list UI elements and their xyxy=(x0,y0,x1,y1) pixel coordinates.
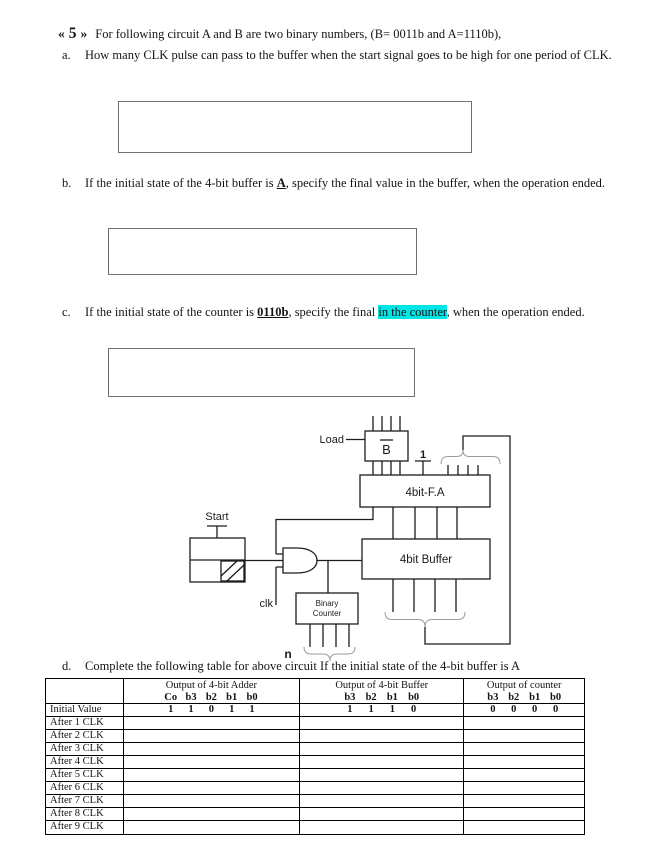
bit-header: Co xyxy=(164,692,178,703)
cell-buffer[interactable] xyxy=(300,795,464,807)
load-label: Load xyxy=(319,434,344,446)
cell-buffer[interactable] xyxy=(300,756,464,768)
adder-label: 4bit-F.A xyxy=(405,487,445,499)
row-label: After 3 CLK xyxy=(46,743,124,755)
b-to-adder-lines xyxy=(373,461,400,475)
buffer-bit-headers xyxy=(339,692,424,704)
header-counter-column xyxy=(464,679,584,703)
and-gate-output-wire xyxy=(317,561,362,594)
item-a-marker: a. xyxy=(62,48,71,62)
cell-buffer[interactable] xyxy=(300,782,464,794)
table-body xyxy=(46,704,584,834)
answer-box-a[interactable] xyxy=(118,101,472,153)
bit-value: 1 xyxy=(188,704,194,715)
row-label: After 9 CLK xyxy=(46,821,124,834)
bit-value: 0 xyxy=(490,704,496,715)
clk-label: clk xyxy=(259,598,273,610)
row-label: After 5 CLK xyxy=(46,769,124,781)
bit-value: 0 xyxy=(552,704,559,715)
and-gate-input-stubs xyxy=(245,554,283,567)
table-row xyxy=(46,769,584,782)
cell-buffer[interactable] xyxy=(300,717,464,729)
row-label: After 1 CLK xyxy=(46,717,124,729)
bit-value: 1 xyxy=(168,704,174,715)
b-register-label: B xyxy=(382,442,391,457)
bit-value: 0 xyxy=(532,704,538,715)
circuit-diagram xyxy=(180,400,525,662)
cell-buffer[interactable] xyxy=(300,769,464,781)
table-row xyxy=(46,782,584,795)
flipflop-hatched-cell xyxy=(221,561,244,581)
cell-counter[interactable] xyxy=(464,717,584,729)
n-label: n xyxy=(284,647,292,661)
question-intro: For following circuit A and B are two binary numbers, (B= 0011b and A=1110b), xyxy=(95,27,502,41)
bit-header: b1 xyxy=(529,692,541,703)
item-c-highlight: in the counter xyxy=(378,305,447,319)
counter-bit-headers xyxy=(482,692,566,704)
and-gate xyxy=(283,548,317,573)
answer-box-c[interactable] xyxy=(108,348,415,397)
row-label: After 8 CLK xyxy=(46,808,124,820)
cell-counter[interactable] xyxy=(464,769,584,781)
bit-header: b0 xyxy=(550,692,562,703)
cell-buffer[interactable] xyxy=(300,743,464,755)
row-label: After 4 CLK xyxy=(46,756,124,768)
bit-header: b2 xyxy=(508,692,520,703)
counter-label-line1: Binary xyxy=(315,599,339,608)
cell-counter[interactable] xyxy=(464,756,584,768)
row-label: After 6 CLK xyxy=(46,782,124,794)
buffer-output-lines xyxy=(393,579,456,612)
open-guillemet: « xyxy=(58,26,65,41)
cell-buffer[interactable] xyxy=(300,730,464,742)
carry-out-wire xyxy=(276,507,373,554)
bit-value: 1 xyxy=(229,704,235,715)
table-row xyxy=(46,821,584,834)
bit-header: b1 xyxy=(226,692,238,703)
row-label: Initial Value xyxy=(46,704,124,716)
cell-counter[interactable] xyxy=(464,743,584,755)
item-c-text xyxy=(85,304,634,321)
question-heading xyxy=(58,25,501,43)
cell-adder[interactable] xyxy=(124,808,300,820)
carry-in-label: 1 xyxy=(419,449,427,461)
row-label: After 2 CLK xyxy=(46,730,124,742)
bit-header: b3 xyxy=(185,692,197,703)
cell-counter[interactable] xyxy=(464,704,584,716)
cell-adder[interactable] xyxy=(124,795,300,807)
bit-value: 0 xyxy=(410,704,417,715)
bit-header: b0 xyxy=(408,692,420,703)
cell-adder[interactable] xyxy=(124,704,300,716)
counter-output-lines xyxy=(310,624,349,647)
cell-counter[interactable] xyxy=(464,730,584,742)
item-c-pre: If the initial state of the counter is xyxy=(85,305,258,319)
header-buffer-column xyxy=(300,679,464,703)
header-adder-column xyxy=(124,679,300,703)
feedback-to-adder-lines xyxy=(448,465,478,475)
cell-counter[interactable] xyxy=(464,795,584,807)
table-row xyxy=(46,808,584,821)
bit-value: 1 xyxy=(249,704,255,715)
item-c-marker: c. xyxy=(62,305,71,319)
item-b-emphasis: A xyxy=(276,176,286,190)
item-b-pre: If the initial state of the 4-bit buffer is xyxy=(85,176,277,190)
bit-value: 0 xyxy=(208,704,214,715)
question-number: 5 xyxy=(68,25,77,42)
table-header-row xyxy=(46,679,584,704)
table-row xyxy=(46,730,584,743)
bit-value: 1 xyxy=(347,704,353,715)
bit-header: b2 xyxy=(205,692,217,703)
item-c-post: , when the operation ended. xyxy=(446,305,585,319)
start-input-wire xyxy=(207,526,227,538)
cell-counter[interactable] xyxy=(464,808,584,820)
cell-buffer[interactable] xyxy=(300,808,464,820)
table-row xyxy=(46,795,584,808)
cell-adder[interactable] xyxy=(124,756,300,768)
buffer-label: 4bit Buffer xyxy=(399,554,453,566)
item-d xyxy=(62,658,642,675)
bit-value: 0 xyxy=(511,704,517,715)
bit-value: 1 xyxy=(389,704,395,715)
item-c-mid: , specify the final xyxy=(288,305,379,319)
carry-in-wire xyxy=(415,461,431,475)
cell-counter[interactable] xyxy=(464,821,584,834)
item-b-marker: b. xyxy=(62,176,72,190)
cell-adder[interactable] xyxy=(124,730,300,742)
cell-adder[interactable] xyxy=(124,743,300,755)
buffer-column-title: Output of 4-bit Buffer xyxy=(335,680,429,691)
item-b-text xyxy=(85,175,634,192)
item-c xyxy=(62,304,634,321)
b-register-input-lines xyxy=(373,416,400,431)
adder-feedback-brace xyxy=(441,450,500,464)
header-corner-cell xyxy=(46,679,124,703)
answer-table xyxy=(45,678,585,835)
adder-bit-headers xyxy=(161,692,263,704)
item-d-text: Complete the following table for above circuit If the initial state of the 4-bit buffer is A xyxy=(85,659,521,673)
buffer-output-brace xyxy=(385,612,465,627)
table-row xyxy=(46,717,584,730)
bit-header: b0 xyxy=(246,692,258,703)
bit-header: b1 xyxy=(386,692,398,703)
close-guillemet: » xyxy=(80,26,88,41)
bit-header: b3 xyxy=(344,692,356,703)
bit-header: b3 xyxy=(487,692,499,703)
row-label: After 7 CLK xyxy=(46,795,124,807)
table-row xyxy=(46,743,584,756)
item-a-text: How many CLK pulse can pass to the buffer when the start signal goes to be high for one period of CLK. xyxy=(85,48,612,62)
counter-column-title: Output of counter xyxy=(486,680,562,691)
adder-column-title: Output of 4-bit Adder xyxy=(165,680,258,691)
cell-adder[interactable] xyxy=(124,717,300,729)
cell-adder[interactable] xyxy=(124,769,300,781)
item-d-marker: d. xyxy=(62,659,72,673)
answer-box-b[interactable] xyxy=(108,228,417,275)
item-b xyxy=(62,175,634,192)
start-label: Start xyxy=(205,511,229,523)
cell-buffer[interactable] xyxy=(300,704,464,716)
bit-header: b2 xyxy=(365,692,377,703)
adder-to-buffer-lines xyxy=(393,507,457,539)
item-c-emphasis: 0110b xyxy=(257,305,289,319)
item-b-post: , specify the final value in the buffer, when the operation ended. xyxy=(285,176,606,190)
table-row xyxy=(46,704,584,717)
bit-value: 1 xyxy=(368,704,374,715)
table-row xyxy=(46,756,584,769)
cell-buffer[interactable] xyxy=(300,821,464,834)
counter-label-line2: Counter xyxy=(312,609,342,618)
cell-adder[interactable] xyxy=(124,821,300,834)
cell-adder[interactable] xyxy=(124,782,300,794)
cell-counter[interactable] xyxy=(464,782,584,794)
item-a xyxy=(62,47,634,64)
